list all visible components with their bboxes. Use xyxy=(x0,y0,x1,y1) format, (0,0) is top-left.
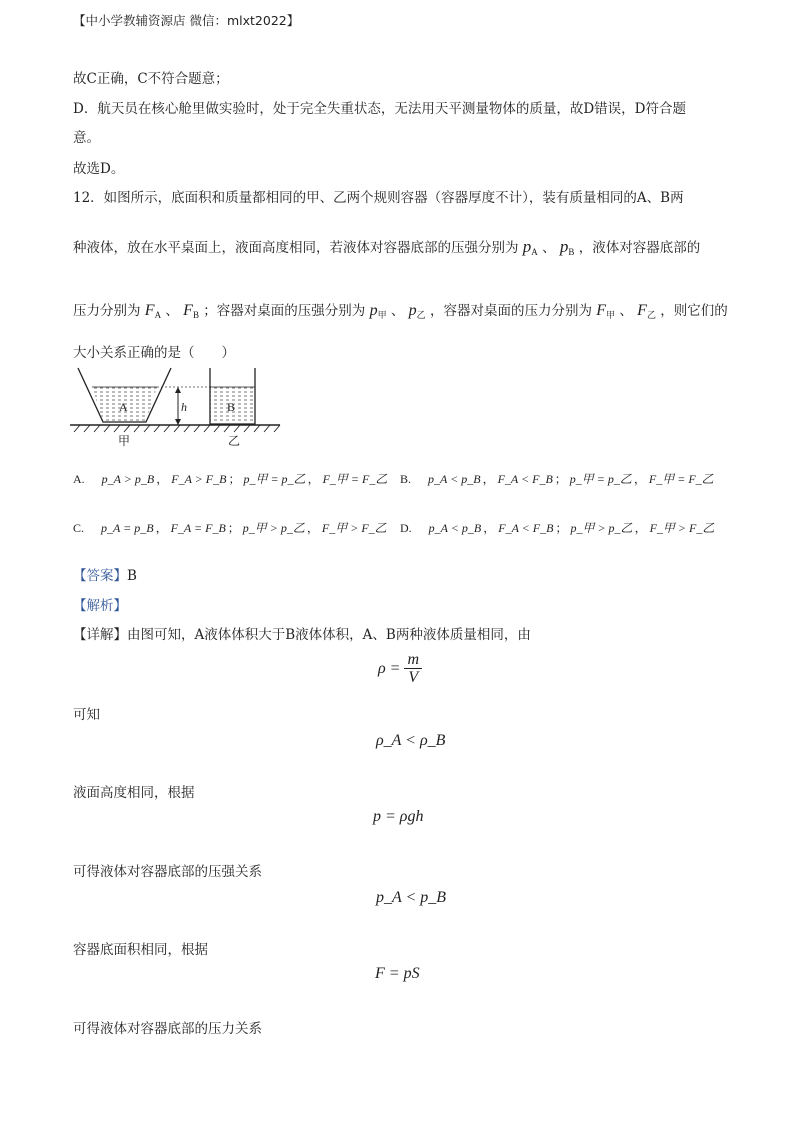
formula-density-fraction xyxy=(404,652,422,687)
option-d-label: D. xyxy=(400,521,412,535)
option-a-expr-1: p_A > p_B xyxy=(101,472,155,486)
option-d[interactable]: D. p_A < p_B ， F_A < F_B ； p_甲 > p_乙 ， F_甲 > F_乙 xyxy=(400,521,715,535)
option-b-expr-1: p_A < p_B xyxy=(428,472,481,486)
question-text: ，则它们的 xyxy=(660,303,728,319)
option-a-expr-3: p_甲 = p_乙 xyxy=(243,472,306,486)
option-c[interactable]: C. p_A = p_B ， F_A = F_B ； p_甲 > p_乙 ， F_甲 > F_乙 xyxy=(73,521,387,535)
text-line-3: 意。 xyxy=(73,130,100,146)
option-c-expr-3: p_甲 > p_乙 xyxy=(242,521,305,535)
text-force-relation: 可得液体对容器底部的压力关系 xyxy=(73,1021,262,1037)
answer-tag: 【答案】 xyxy=(73,568,127,584)
option-d-expr-1: p_A < p_B xyxy=(428,521,482,535)
question-text: ；容器对桌面的压强分别为 xyxy=(203,303,366,319)
symbol-F-yi: $F_乙$ xyxy=(637,302,656,320)
label-b: B xyxy=(227,400,236,414)
containers-figure xyxy=(70,362,285,448)
option-c-expr-4: F_甲 > F_乙 xyxy=(321,521,387,535)
symbol-p-jia: $p_甲$ xyxy=(369,302,387,320)
answer-line xyxy=(73,564,137,584)
text-line-2: D．航天员在核心舱里做实验时，处于完全失重状态，无法用天平测量物体的质量，故D错误，D符合题 xyxy=(73,101,686,117)
page-header: 【中小学教辅资源店 微信：mlxt2022】 xyxy=(73,13,300,28)
analysis-tag: 【解析】 xyxy=(73,598,127,614)
question-line-4: 大小关系正确的是（ ） xyxy=(73,345,235,361)
question-text: ，容器对桌面的压力分别为 xyxy=(429,303,592,319)
symbol-p-yi: $p_乙$ xyxy=(408,302,426,320)
detail-tag: 【详解】 xyxy=(73,627,127,643)
formula-density-relation: ρ_A < ρ_B xyxy=(376,732,446,749)
fraction-numerator: m xyxy=(404,652,422,669)
formula-pressure-relation: p_A < p_B xyxy=(376,889,447,906)
symbol-FA: $F_A$ xyxy=(144,302,162,320)
question-line-3 xyxy=(73,299,728,321)
text-area-same: 容器底面积相同，根据 xyxy=(73,942,208,958)
option-d-expr-4: F_甲 > F_乙 xyxy=(649,521,715,535)
option-a-expr-4: F_甲 = F_乙 xyxy=(322,472,388,486)
detail-text: 由图可知，A液体体积大于B液体体积，A、B两种液体质量相同，由 xyxy=(127,627,531,643)
label-h: h xyxy=(181,400,187,414)
option-a-expr-2: F_A > F_B xyxy=(171,472,227,486)
option-a[interactable]: A. p_A > p_B ， F_A > F_B ； p_甲 = p_乙 ， F_甲 = F_乙 xyxy=(73,472,388,486)
symbol-pB: $p_B$ xyxy=(559,237,575,257)
text-line-4: 故选D。 xyxy=(73,161,125,177)
separator: 、 xyxy=(165,303,179,319)
detail-line xyxy=(73,623,531,643)
option-c-label: C. xyxy=(73,521,85,535)
text-kezhi: 可知 xyxy=(73,707,100,723)
formula-density xyxy=(378,652,422,687)
option-b[interactable]: B. p_A < p_B ， F_A < F_B ； p_甲 = p_乙 ， F_甲 = F_乙 xyxy=(400,472,714,486)
question-line-2 xyxy=(73,236,700,257)
label-yi: 乙 xyxy=(228,434,241,448)
fraction-denominator: V xyxy=(408,669,419,686)
question-text: 种液体，放在水平桌面上，液面高度相同，若液体对容器底部的压强分别为 xyxy=(73,240,519,256)
formula-force: F = pS xyxy=(375,965,420,982)
answer-value: B xyxy=(127,568,137,584)
separator: 、 xyxy=(542,240,556,256)
option-d-expr-2: F_A < F_B xyxy=(498,521,554,535)
option-a-label: A. xyxy=(73,472,85,486)
symbol-pA: $p_A$ xyxy=(522,237,538,257)
symbol-F-jia: $F_甲$ xyxy=(596,302,616,320)
question-text: ，液体对容器底部的 xyxy=(578,240,701,256)
separator: 、 xyxy=(619,303,633,319)
option-d-expr-3: p_甲 > p_乙 xyxy=(570,521,633,535)
option-b-expr-3: p_甲 = p_乙 xyxy=(569,472,632,486)
option-b-expr-2: F_A < F_B xyxy=(497,472,553,486)
option-b-expr-4: F_甲 = F_乙 xyxy=(648,472,714,486)
label-jia: 甲 xyxy=(118,434,131,448)
text-line-1: 故C正确，C不符合题意； xyxy=(73,71,229,87)
option-c-expr-1: p_A = p_B xyxy=(101,521,154,535)
question-text: 压力分别为 xyxy=(73,303,141,319)
option-c-expr-2: F_A = F_B xyxy=(170,521,226,535)
separator: 、 xyxy=(390,303,405,319)
formula-density-lhs: ρ = xyxy=(378,660,401,678)
text-level-same: 液面高度相同，根据 xyxy=(73,785,195,801)
formula-pressure: p = ρgh xyxy=(373,808,424,825)
text-pressure-relation: 可得液体对容器底部的压强关系 xyxy=(73,864,262,880)
symbol-FB: $F_B$ xyxy=(183,302,199,320)
label-a: A xyxy=(119,400,128,414)
option-b-label: B. xyxy=(400,472,412,486)
question-line-1: 12．如图所示，底面积和质量都相同的甲、乙两个规则容器（容器厚度不计），装有质量相同的A、B两 xyxy=(73,190,684,206)
